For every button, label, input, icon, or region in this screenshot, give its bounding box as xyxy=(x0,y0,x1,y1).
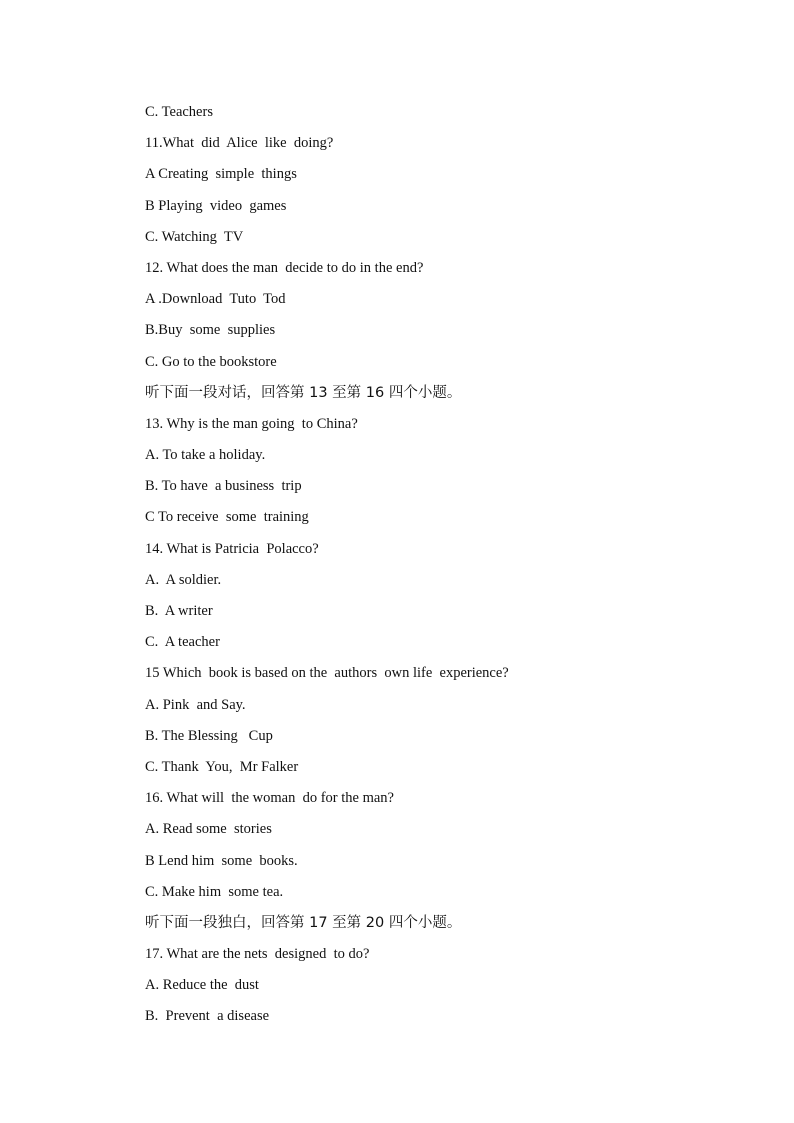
question-line: 12. What does the man decide to do in the end? xyxy=(145,259,424,276)
question-line: 17. What are the nets designed to do? xyxy=(145,946,370,963)
option-line: A. A soldier. xyxy=(145,571,222,588)
option-line: B Playing video games xyxy=(145,197,287,214)
option-line: B.Buy some supplies xyxy=(145,322,276,339)
option-line: C. Make him some tea. xyxy=(145,883,284,900)
section-instruction: 听下面一段对话，回答第 13 至第 16 四个小题。 xyxy=(145,384,462,401)
question-line: 13. Why is the man going to China? xyxy=(145,415,358,432)
option-line: A .Download Tuto Tod xyxy=(145,291,286,308)
question-list xyxy=(145,101,745,1037)
option-line: C. A teacher xyxy=(145,634,220,651)
question-line: 11.What did Alice like doing? xyxy=(145,135,334,152)
option-line: A. Pink and Say. xyxy=(145,696,246,713)
question-line: 16. What will the woman do for the man? xyxy=(145,790,394,807)
option-line: C. Watching TV xyxy=(145,228,244,245)
option-line: B. A writer xyxy=(145,603,213,619)
option-line: C. Thank You, Mr Falker xyxy=(145,758,299,775)
question-line: 14. What is Patricia Polacco? xyxy=(145,540,319,557)
question-line: 15 Which book is based on the authors own life experience? xyxy=(145,665,509,682)
option-line: B. To have a business trip xyxy=(145,478,302,495)
option-line: B. The Blessing Cup xyxy=(145,727,273,744)
section-instruction: 听下面一段独白，回答第 17 至第 20 四个小题。 xyxy=(145,914,462,931)
option-line: C To receive some training xyxy=(145,509,309,526)
option-line: A. Read some stories xyxy=(145,821,272,838)
option-line: A Creating simple things xyxy=(145,166,297,183)
option-line: C. Teachers xyxy=(145,104,213,120)
option-line: A. Reduce the dust xyxy=(145,977,259,994)
option-line: C. Go to the bookstore xyxy=(145,353,277,370)
option-line: B Lend him some books. xyxy=(145,852,298,869)
option-line: B. Prevent a disease xyxy=(145,1008,270,1025)
option-line: A. To take a holiday. xyxy=(145,447,266,464)
